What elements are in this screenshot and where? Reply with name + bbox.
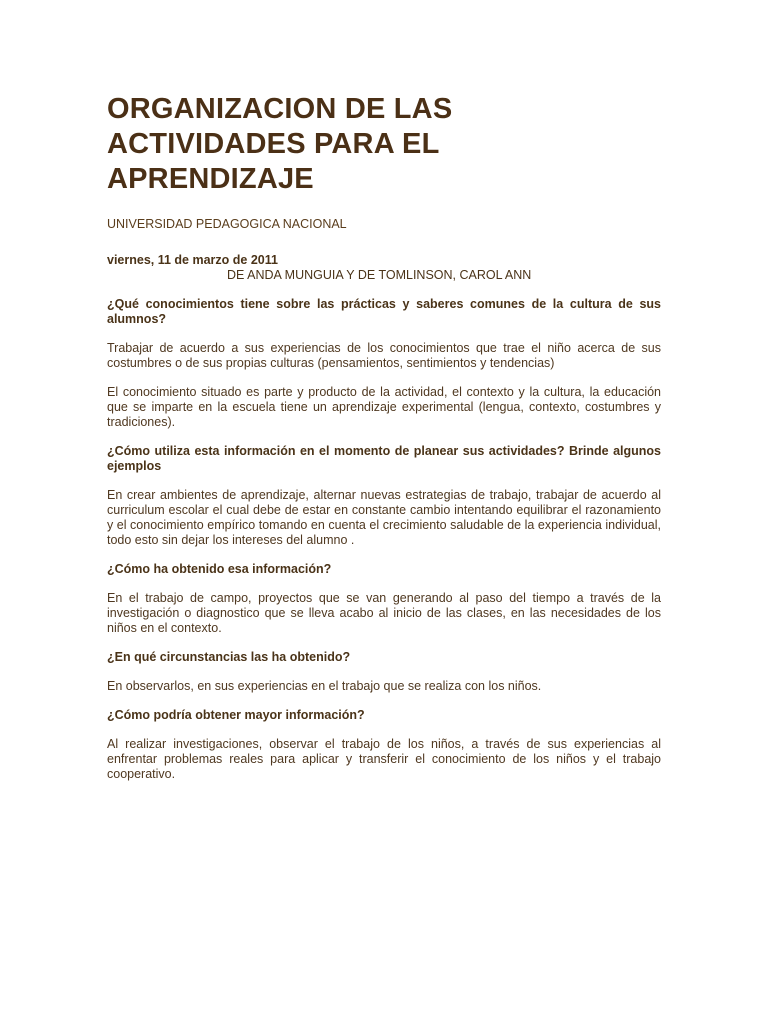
title-line-2: ACTIVIDADES PARA EL bbox=[107, 128, 440, 160]
answer-paragraph: El conocimiento situado es parte y producto de la actividad, el contexto y la cultura, la educación que se imparte en la escuela tiene un aprendizaje experimental (lengua, contexto, costumbres y tradiciones). bbox=[107, 385, 661, 429]
qa-section bbox=[107, 297, 661, 782]
question-heading: ¿En qué circunstancias las ha obtenido? bbox=[107, 650, 351, 664]
qa-block bbox=[107, 562, 661, 636]
question-heading: ¿Qué conocimientos tiene sobre las prácticas y saberes comunes de la cultura de sus alumnos? bbox=[107, 297, 661, 326]
answer-paragraph: En el trabajo de campo, proyectos que se van generando al paso del tiempo a través de la investigación o diagnostico que se lleva acabo al inicio de las clases, en las necesidades de los niños en el contexto. bbox=[107, 591, 661, 635]
document-page bbox=[107, 92, 661, 782]
document-title bbox=[107, 92, 661, 197]
institution-name: UNIVERSIDAD PEDAGOGICA NACIONAL bbox=[107, 217, 347, 231]
qa-block bbox=[107, 444, 661, 548]
qa-block bbox=[107, 650, 661, 694]
authors-line: DE ANDA MUNGUIA Y DE TOMLINSON, CAROL ANN bbox=[227, 268, 532, 282]
answer-paragraph: Trabajar de acuerdo a sus experiencias de los conocimientos que trae el niño acerca de sus costumbres o de sus propias culturas (pensamientos, sentimientos y tendencias) bbox=[107, 341, 661, 370]
qa-block bbox=[107, 297, 661, 430]
post-date: viernes, 11 de marzo de 2011 bbox=[107, 253, 278, 267]
question-heading: ¿Cómo podría obtener mayor información? bbox=[107, 708, 365, 722]
answer-paragraph: En crear ambientes de aprendizaje, alternar nuevas estrategias de trabajo, trabajar de acuerdo al curriculum escolar el cual debe de estar en constante cambio intentando equilibrar el razonamiento y el conocimiento empírico tomando en cuenta el crecimiento saludable de la experiencia individual, todo esto sin dejar los intereses del alumno . bbox=[107, 488, 661, 547]
qa-block bbox=[107, 708, 661, 782]
answer-paragraph: En observarlos, en sus experiencias en el trabajo que se realiza con los niños. bbox=[107, 679, 542, 693]
question-heading: ¿Cómo utiliza esta información en el momento de planear sus actividades? Brinde algunos ejemplos bbox=[107, 444, 661, 473]
title-line-1: ORGANIZACION DE LAS bbox=[107, 93, 453, 125]
question-heading: ¿Cómo ha obtenido esa información? bbox=[107, 562, 332, 576]
title-line-3: APRENDIZAJE bbox=[107, 163, 314, 195]
answer-paragraph: Al realizar investigaciones, observar el trabajo de los niños, a través de sus experiencias al enfrentar problemas reales para aplicar y transferir el conocimiento de los niños y el trabajo cooperativo. bbox=[107, 737, 661, 781]
